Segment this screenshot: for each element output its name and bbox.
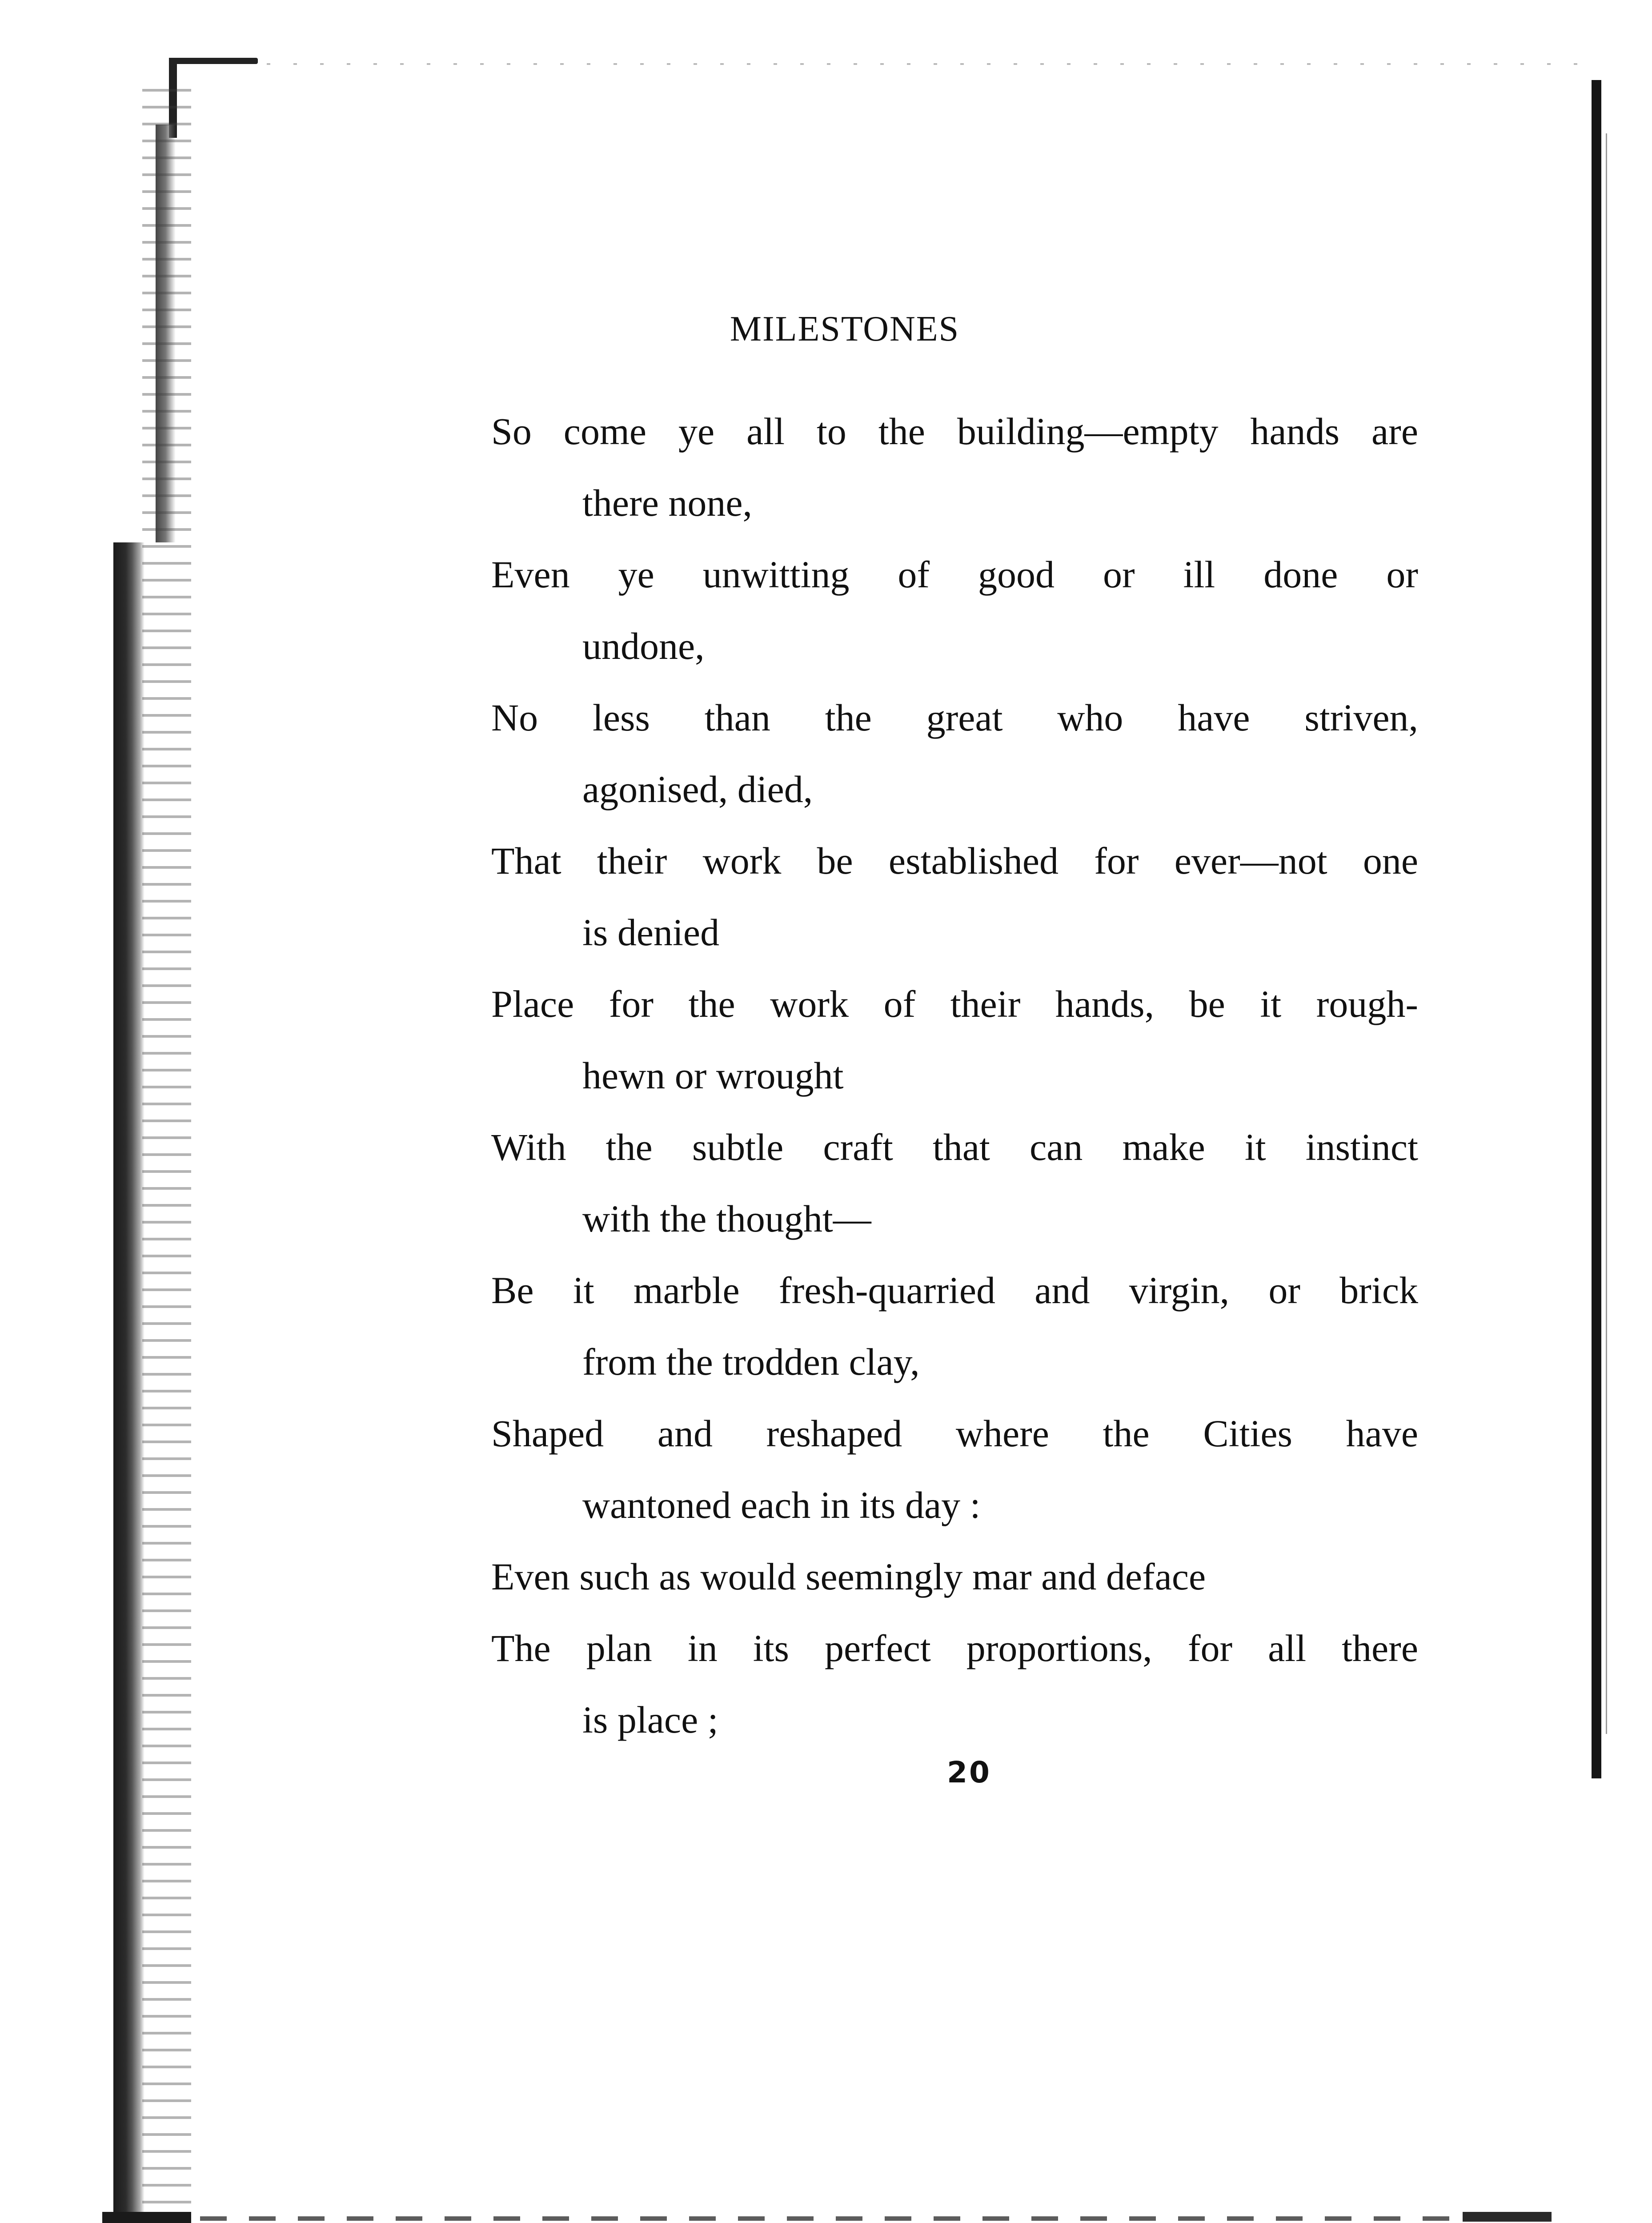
bottom-page-edge xyxy=(102,2216,1552,2221)
poem-line-continuation: wantoned each in its day : xyxy=(582,1484,981,1526)
binding-speckle xyxy=(142,89,191,2223)
poem-line: That their work be established for ever—not one xyxy=(491,839,1418,882)
right-page-edge-thin xyxy=(1606,133,1607,1734)
poem-line: So come ye all to the building—empty hands are xyxy=(491,410,1418,453)
top-edge-speckle xyxy=(267,63,1592,65)
poem-line: No less than the great who have striven, xyxy=(491,696,1418,739)
poem-line-continuation: with the thought— xyxy=(582,1197,871,1240)
poem-line: Even ye unwitting of good or ill done or xyxy=(491,553,1418,596)
bottom-edge-right-mark xyxy=(1463,2212,1552,2222)
poem-line-continuation: is place ; xyxy=(582,1698,718,1741)
poem-line-continuation: hewn or wrought xyxy=(582,1054,844,1097)
poem-line-continuation: there none, xyxy=(582,482,753,524)
poem-line-continuation: undone, xyxy=(582,625,705,667)
poem-line-continuation: agonised, died, xyxy=(582,768,813,811)
bottom-edge-left-mark xyxy=(102,2212,191,2223)
page-number: 20 xyxy=(947,1755,991,1790)
poem-line: Place for the work of their hands, be it rough- xyxy=(491,983,1418,1025)
running-head: MILESTONES xyxy=(730,309,960,349)
poem-body xyxy=(491,396,1418,1756)
poem-line-continuation: is denied xyxy=(582,911,720,954)
binding-shadow xyxy=(113,542,144,2223)
poem-line: With the subtle craft that can make it instinct xyxy=(491,1126,1418,1168)
poem-line-continuation: from the trodden clay, xyxy=(582,1340,920,1383)
corner-scan-mark xyxy=(169,58,258,64)
poem-line: Shaped and reshaped where the Cities have xyxy=(491,1412,1418,1455)
poem-line: The plan in its perfect proportions, for all there xyxy=(491,1627,1418,1669)
poem-line: Even such as would seemingly mar and deface xyxy=(491,1555,1206,1598)
poem-line: Be it marble fresh-quarried and virgin, or brick xyxy=(491,1269,1418,1312)
right-page-edge xyxy=(1592,80,1601,1778)
